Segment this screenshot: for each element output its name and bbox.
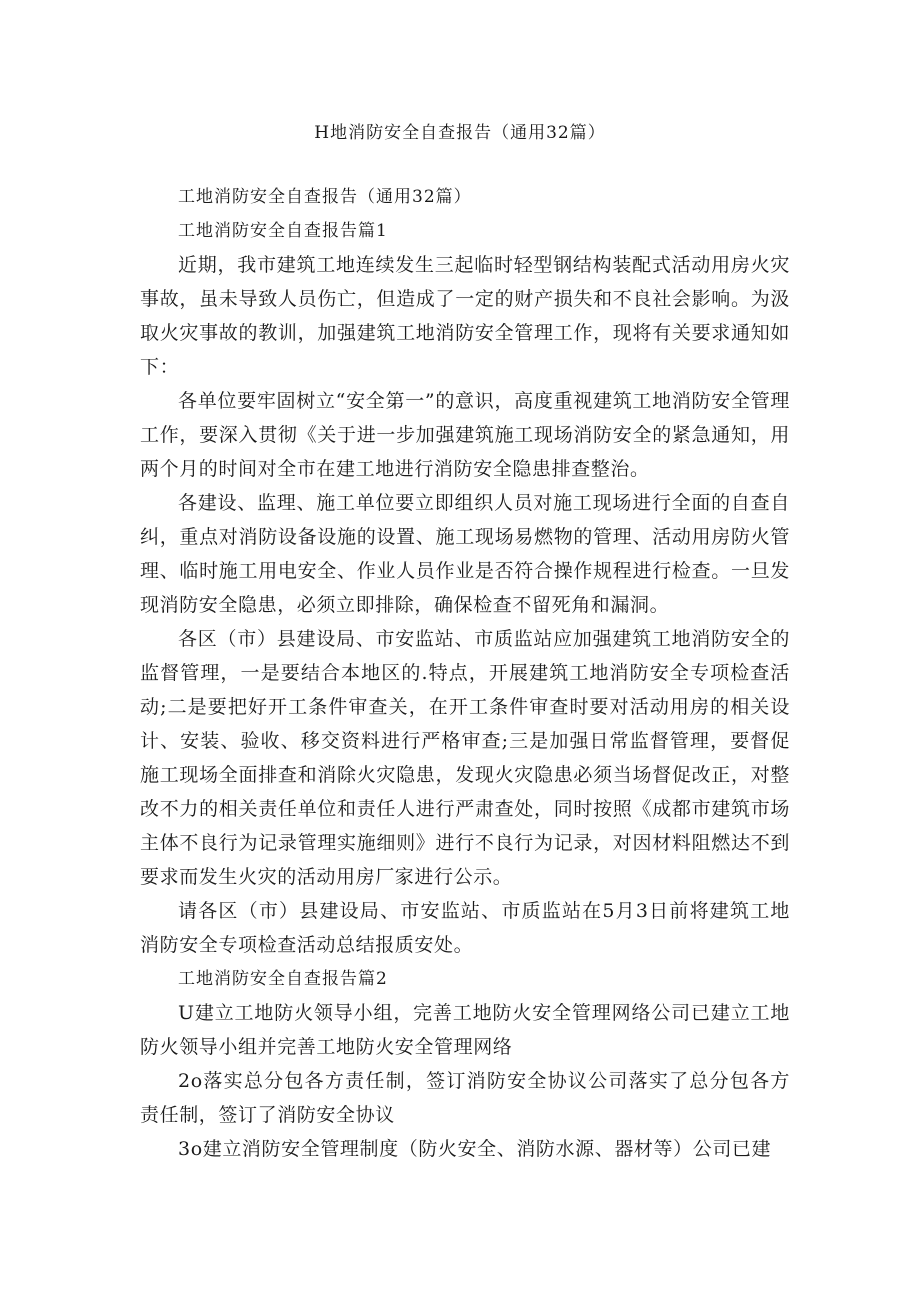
document-body — [140, 180, 790, 1166]
document-subtitle: 工地消防安全自查报告（通用32篇） — [178, 187, 472, 207]
paragraph: U建立工地防火领导小组，完善工地防火安全管理网络公司已建立工地防火领导小组并完善工地防火安全管理网络 — [140, 1002, 790, 1058]
document-title: H地消防安全自查报告（通用32篇） — [314, 123, 606, 143]
section-heading-2: 工地消防安全自查报告篇2 — [178, 969, 388, 989]
paragraph: 各区（市）县建设局、市安监站、市质监站应加强建筑工地消防安全的监督管理，一是要结合本地区的.特点，开展建筑工地消防安全专项检查活动;二是要把好开工条件审查关，在开工条件审查时要对活动用房的相关设计、安装、验收、移交资料进行严格审查;三是加强日常监督管理，要督促施工现场全面排查和消除火灾隐患，发现火灾隐患必须当场督促改正，对整改不力的相关责任单位和责任人进行严肃查处，同时按照《成都市建筑市场主体不良行为记录管理实施细则》进行不良行为记录，对因材料阻燃达不到要求而发生火灾的活动用房厂家进行公示。 — [140, 628, 790, 888]
section-heading-1: 工地消防安全自查报告篇1 — [178, 221, 388, 241]
paragraph: 2o落实总分包各方责任制，签订消防安全协议公司落实了总分包各方责任制，签订了消防安全协议 — [140, 1070, 790, 1126]
paragraph: 请各区（市）县建设局、市安监站、市质监站在5月3日前将建筑工地消防安全专项检查活动总结报质安处。 — [140, 900, 790, 956]
paragraph: 近期，我市建筑工地连续发生三起临时轻型钢结构装配式活动用房火灾事故，虽未导致人员伤亡，但造成了一定的财产损失和不良社会影响。为汲取火灾事故的教训，加强建筑工地消防安全管理工作，现将有关要求通知如下： — [140, 254, 790, 378]
paragraph: 各单位要牢固树立“安全第一”的意识，高度重视建筑工地消防安全管理工作，要深入贯彻《关于进一步加强建筑施工现场消防安全的紧急通知，用两个月的时间对全市在建工地进行消防安全隐患排查整治。 — [140, 390, 790, 480]
paragraph: 3o建立消防安全管理制度（防火安全、消防水源、器材等）公司已建 — [178, 1138, 772, 1160]
paragraph: 各建设、监理、施工单位要立即组织人员对施工现场进行全面的自查自纠，重点对消防设备设施的设置、施工现场易燃物的管理、活动用房防火管理、临时施工用电安全、作业人员作业是否符合操作规程进行检查。一旦发现消防安全隐患，必须立即排除，确保检查不留死角和漏洞。 — [140, 492, 790, 616]
